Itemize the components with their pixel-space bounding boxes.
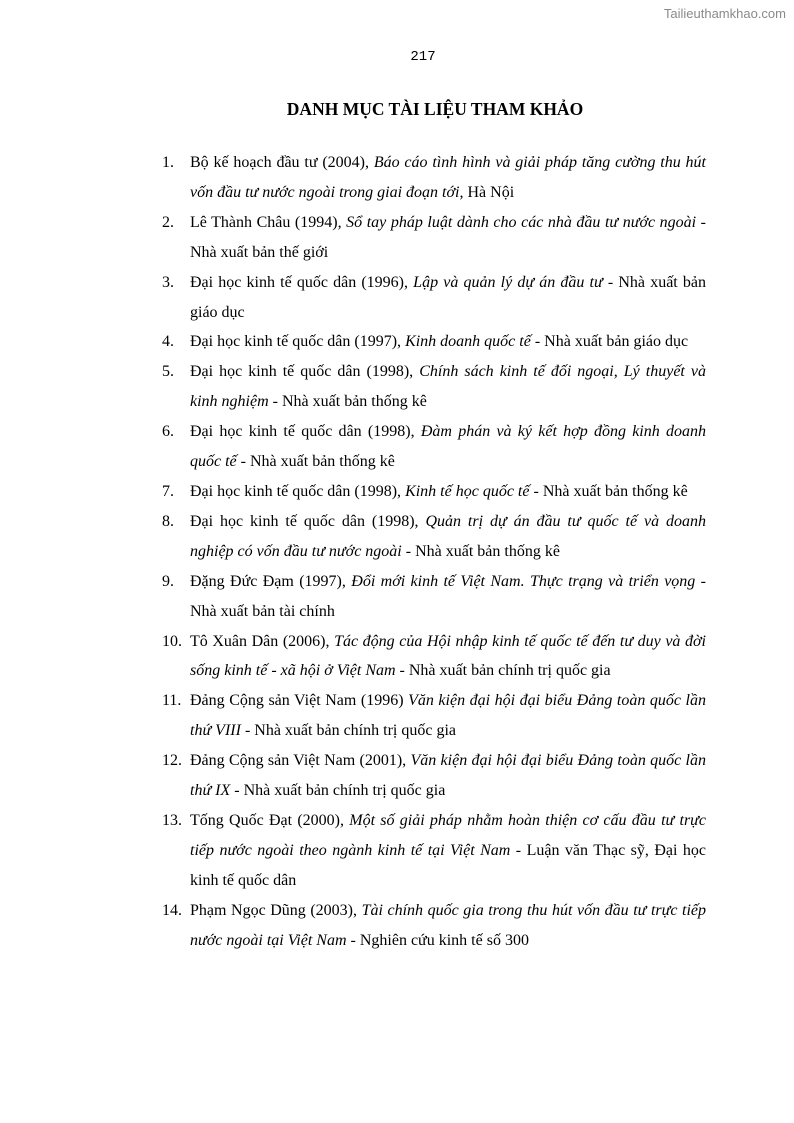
reference-item (162, 686, 706, 746)
reference-publisher: - Nghiên cứu kinh tế số 300 (346, 931, 529, 949)
reference-title: Lập và quản lý dự án đầu tư (413, 273, 603, 291)
reference-publisher: - Nhà xuất bản chính trị quốc gia (240, 722, 456, 740)
reference-title: Một số giải pháp nhằm hoàn thiện cơ cấu đầu tư trực tiếp nước ngoài theo ngành kinh tế tại Việt Nam (190, 811, 707, 859)
reference-author: Đảng Cộng sản Việt Nam (2001), (190, 752, 411, 770)
reference-title: Văn kiện đại hội đại biểu Đảng toàn quốc lần thứ VIII (190, 692, 706, 740)
reference-author: Đại học kinh tế quốc dân (1998), (190, 363, 420, 381)
reference-number: 3. (162, 273, 174, 291)
reference-author: Đặng Đức Đạm (1997), (190, 572, 352, 590)
reference-item (162, 806, 706, 896)
reference-item (162, 357, 706, 417)
reference-item (162, 896, 706, 956)
reference-title: Kinh tế học quốc tế (405, 482, 530, 500)
reference-number: 2. (162, 213, 174, 231)
reference-title: Sổ tay pháp luật dành cho các nhà đầu tư nước ngoài (346, 213, 697, 231)
reference-number: 11. (162, 692, 182, 710)
reference-number: 4. (162, 333, 174, 351)
reference-author: Đại học kinh tế quốc dân (1996), (190, 273, 414, 291)
reference-number: 9. (162, 572, 174, 590)
reference-author: Đại học kinh tế quốc dân (1998), (190, 482, 406, 500)
reference-publisher: - Nhà xuất bản thống kê (268, 393, 427, 411)
reference-number: 8. (162, 512, 174, 530)
reference-list (162, 148, 706, 955)
page-title: DANH MỤC TÀI LIỆU THAM KHẢO (286, 99, 584, 119)
reference-publisher: - Luận văn Thạc sỹ, Đại học kinh tế quốc dân (190, 841, 707, 889)
reference-author: Tống Quốc Đạt (2000), (190, 811, 350, 829)
reference-number: 7. (162, 482, 174, 500)
reference-publisher: - Nhà xuất bản thống kê (529, 482, 688, 500)
reference-item (162, 327, 706, 357)
reference-item (162, 148, 706, 208)
watermark: Tailieuthamkhao.com (663, 6, 786, 21)
reference-author: Tô Xuân Dân (2006), (190, 632, 335, 650)
reference-number: 5. (162, 363, 174, 381)
reference-author: Bộ kế hoạch đầu tư (2004), (190, 154, 374, 171)
reference-number: 14. (162, 901, 182, 919)
reference-title: Đàm phán và ký kết hợp đồng kinh doanh quốc tế (190, 423, 706, 471)
reference-item (162, 208, 706, 268)
reference-item (162, 417, 706, 477)
reference-item (162, 567, 706, 627)
page-number: 217 (410, 49, 436, 65)
reference-item (162, 477, 706, 507)
reference-author: Đại học kinh tế quốc dân (1997), (190, 333, 406, 351)
reference-number: 12. (162, 752, 182, 770)
reference-item (162, 268, 706, 328)
reference-number: 13. (162, 811, 182, 829)
reference-publisher: - Nhà xuất bản chính trị quốc gia (395, 662, 611, 680)
reference-author: Lê Thành Châu (1994), (190, 213, 347, 231)
reference-author: Đại học kinh tế quốc dân (1998), (190, 512, 426, 530)
reference-publisher: - Nhà xuất bản thống kê (401, 542, 560, 560)
reference-number: 1. (162, 154, 174, 171)
reference-title: Đổi mới kinh tế Việt Nam. Thực trạng và triển vọng (351, 572, 696, 590)
reference-title: Chính sách kinh tế đối ngoại, Lý thuyết và kinh nghiệm (190, 363, 706, 411)
reference-title: Tác động của Hội nhập kinh tế quốc tế đến tư duy và đời sống kinh tế - xã hội ở Việt Nam (190, 632, 706, 680)
reference-item (162, 746, 706, 806)
reference-publisher: - Nhà xuất bản giáo dục (530, 333, 689, 351)
reference-title: Quản trị dự án đầu tư quốc tế và doanh nghiệp có vốn đầu tư nước ngoài (190, 512, 706, 560)
reference-publisher: - Nhà xuất bản chính trị quốc gia (230, 782, 446, 800)
reference-title: Tài chính quốc gia trong thu hút vốn đầu tư trực tiếp nước ngoài tại Việt Nam (190, 901, 707, 949)
reference-title: Văn kiện đại hội đại biểu Đảng toàn quốc lần thứ IX (190, 752, 706, 800)
reference-item (162, 507, 706, 567)
reference-publisher: - Nhà xuất bản thế giới (190, 213, 707, 261)
reference-title: Kinh doanh quốc tế (405, 333, 531, 351)
reference-publisher: - Nhà xuất bản thống kê (236, 453, 395, 471)
reference-author: Đại học kinh tế quốc dân (1998), (190, 423, 421, 441)
reference-number: 10. (162, 632, 182, 650)
reference-publisher: - Nhà xuất bản tài chính (190, 572, 707, 620)
reference-author: Phạm Ngọc Dũng (2003), (190, 901, 362, 919)
reference-number: 6. (162, 423, 174, 441)
reference-title: Báo cáo tình hình và giải pháp tăng cường thu hút vốn đầu tư nước ngoài trong giai đoạn tới, (190, 154, 707, 201)
reference-publisher: - Nhà xuất bản giáo dục (190, 273, 706, 321)
reference-item (162, 627, 706, 687)
reference-publisher: Hà Nội (463, 183, 515, 201)
reference-author: Đảng Cộng sản Việt Nam (1996) (190, 692, 409, 710)
